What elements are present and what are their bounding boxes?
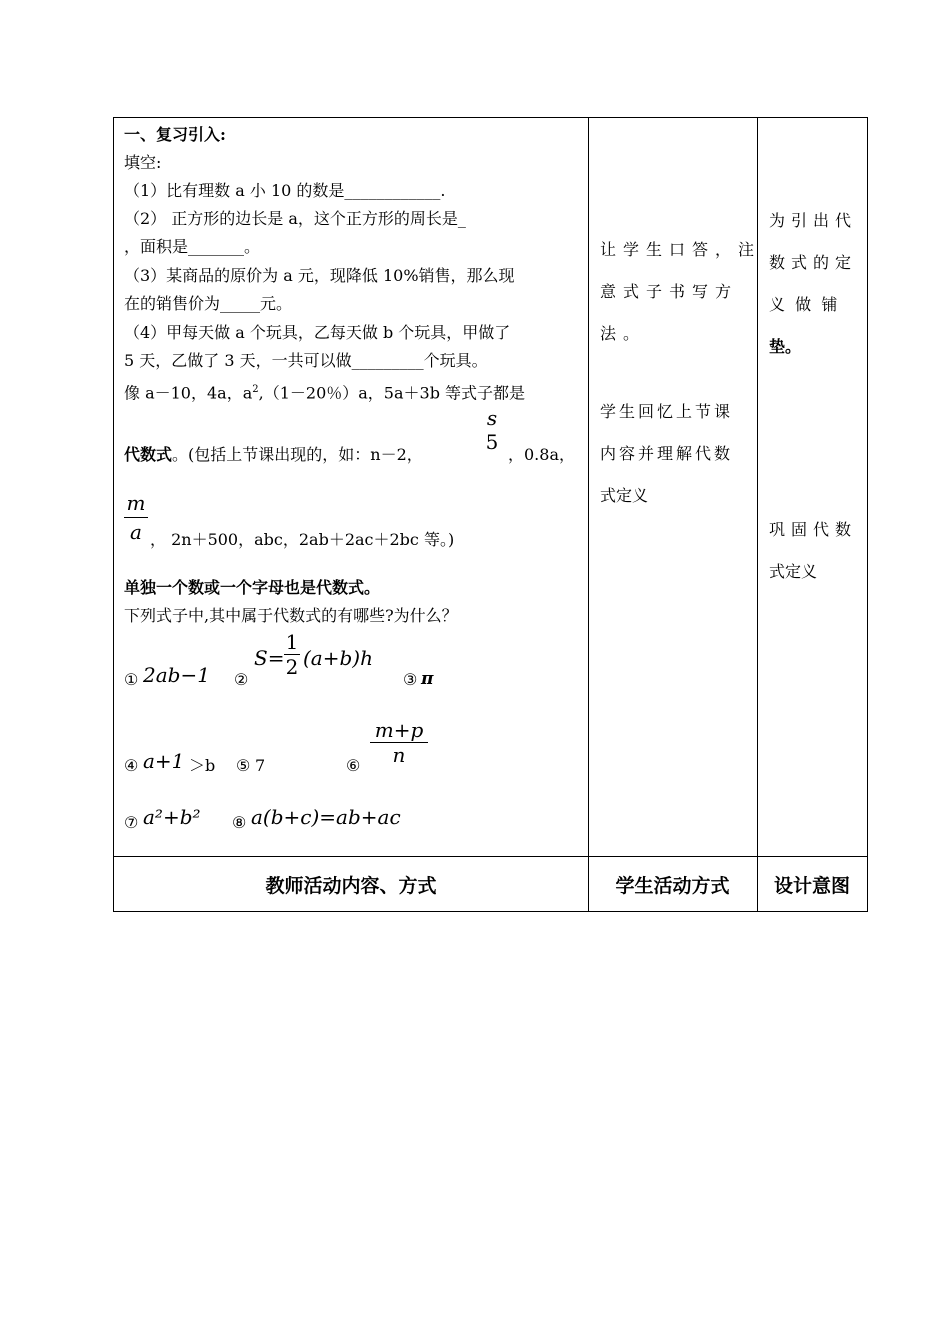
item-4-suffix: ＞b (189, 756, 216, 775)
header-design-intent: 设计意图 (773, 875, 850, 897)
fraction-m-denominator: a (130, 520, 142, 544)
item-6-denominator: n (392, 743, 406, 767)
item-2-denominator: 2 (285, 655, 299, 679)
item-6-fraction (370, 718, 428, 767)
lesson-table (113, 117, 868, 912)
item-6-numerator: m+p (374, 718, 424, 742)
item-6-marker: ⑥ (346, 756, 361, 775)
item-5-marker: ⑤ (236, 756, 251, 775)
item-3-expression: π (421, 669, 434, 689)
examples-line-pre: 像 a－10，4a，a (124, 383, 253, 403)
item-2-prefix: S= (254, 646, 285, 670)
examples-rest: ， 2n＋500，abc，2ab＋2ac＋2bc 等。) (150, 530, 455, 549)
student-note-1-line1: 让学生口答，注 (600, 240, 762, 259)
column-divider-2 (757, 118, 758, 911)
student-note-2-line3: 式定义 (600, 486, 649, 505)
question-1: （1）比有理数 a 小 10 的数是____________. (124, 181, 446, 200)
fraction-s-denominator: 5 (485, 430, 499, 454)
item-7-marker: ⑦ (124, 813, 139, 832)
question-4-line2: 5 天，乙做了 3 天，一共可以做_________个玩具。 (124, 351, 488, 370)
section-title: 一、复习引入: (124, 125, 226, 144)
examples-line-post: ,（1－20％）a，5a＋3b 等式子都是 (258, 383, 526, 403)
header-student-activity: 学生活动方式 (615, 875, 730, 897)
single-term-note: 单独一个数或一个字母也是代数式。 (124, 578, 381, 597)
definition-tail: ，0.8a， (508, 445, 575, 464)
definition-rest: 。(包括上节课出现的，如：n－2， (172, 445, 423, 464)
design-note-1-line1: 为引出代 (769, 211, 858, 230)
question-3-line2: 在的销售价为_____元。 (124, 294, 293, 313)
question-2-line2: ，面积是_______。 (124, 237, 261, 256)
question-2-line1: （2） 正方形的边长是 a，这个正方形的周长是_ (124, 209, 466, 228)
student-note-1-line2: 意式子书写方 (600, 282, 739, 301)
item-2-fraction (284, 630, 300, 679)
header-teacher-activity: 教师活动内容、方式 (265, 875, 437, 897)
item-2-marker: ② (234, 670, 249, 689)
item-7-expression: a²+b² (143, 805, 201, 829)
design-note-1-line4: 垫。 (769, 337, 802, 356)
design-note-2-line1: 巩固代数 (769, 520, 858, 539)
item-5-expression: 7 (255, 756, 266, 775)
fill-blank-label: 填空: (124, 153, 162, 172)
fraction-s-over-5 (482, 406, 502, 454)
fraction-m-numerator: m (126, 491, 146, 515)
fraction-m-bar (124, 517, 148, 518)
item-4-marker: ④ (124, 756, 139, 775)
student-note-2-line1: 学生回忆上节课 (600, 402, 734, 421)
question-4-line1: （4）甲每天做 a 个玩具，乙每天做 b 个玩具，甲做了 (124, 323, 511, 342)
item-3-marker: ③ (403, 670, 418, 689)
design-note-1-line3: 义 做 铺 (769, 295, 838, 314)
fraction-s-numerator: s (486, 406, 498, 430)
question-prompt: 下列式子中,其中属于代数式的有哪些?为什么？ (124, 606, 458, 625)
student-note-2-line2: 内容并理解代数 (600, 444, 734, 463)
item-2-numerator: 1 (285, 630, 299, 654)
examples-line (124, 380, 525, 403)
student-note-1-line3: 法。 (600, 324, 647, 343)
item-4-expression: a+1 (143, 749, 185, 773)
examples-line-sup: 2 (252, 384, 259, 395)
item-2-suffix: (a+b)h (303, 646, 373, 670)
fraction-m-over-a (124, 491, 148, 544)
item-8-expression: a(b+c)=ab+ac (251, 805, 401, 829)
definition-term: 代数式 (124, 445, 173, 464)
row-divider (114, 856, 867, 857)
question-3-line1: （3）某商品的原价为 a 元，现降低 10%销售，那么现 (124, 266, 515, 285)
item-1-marker: ① (124, 670, 139, 689)
column-divider-1 (588, 118, 589, 911)
item-8-marker: ⑧ (232, 813, 247, 832)
design-note-1-line2: 数式的定 (769, 253, 858, 272)
design-note-2-line2: 式定义 (769, 562, 818, 581)
definition-line (124, 445, 423, 465)
item-1-expression: 2ab−1 (143, 663, 210, 687)
